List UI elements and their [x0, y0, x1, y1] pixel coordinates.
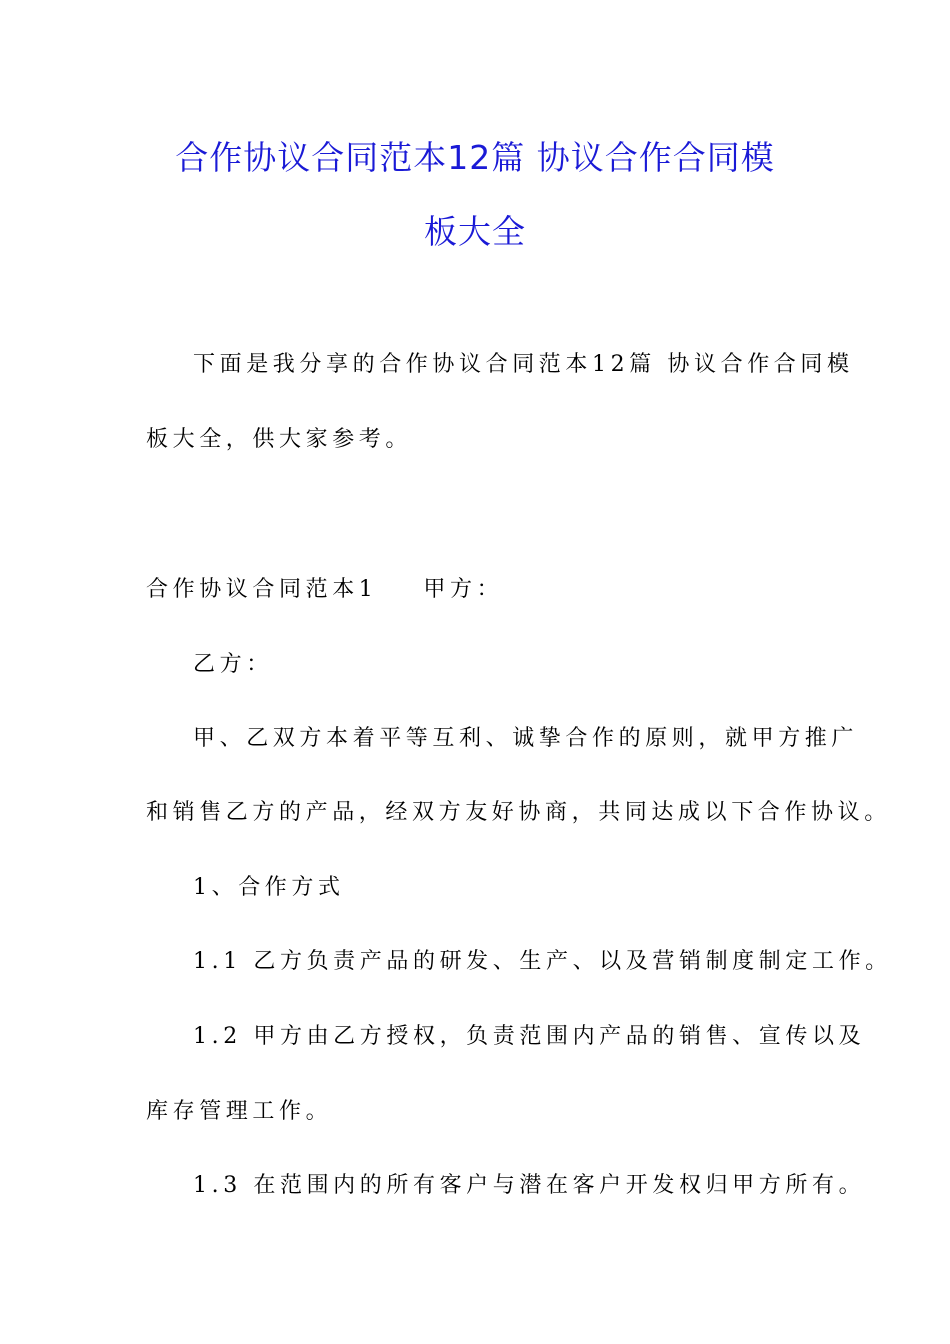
intro-line-2: 板大全，供大家参考。	[146, 427, 413, 452]
intro-line-1: 下面是我分享的合作协议合同范本12篇 协议合作合同模	[193, 352, 854, 377]
clause-1-1: 1.1 乙方负责产品的研发、生产、以及营销制度制定工作。	[193, 949, 892, 974]
document-title-line-1: 合作协议合同范本12篇 协议合作合同模	[175, 138, 775, 177]
party-b-label: 乙方：	[193, 652, 273, 677]
clause-1-heading: 1、合作方式	[193, 875, 345, 900]
clause-1-2-line-1: 1.2 甲方由乙方授权，负责范围内产品的销售、宣传以及	[193, 1024, 866, 1049]
preamble-line-1: 甲、乙双方本着平等互利、诚挚合作的原则，就甲方推广	[193, 726, 859, 751]
section-heading-row	[146, 572, 503, 603]
section-heading: 合作协议合同范本1	[146, 577, 378, 602]
clause-1-2-line-2: 库存管理工作。	[146, 1099, 333, 1124]
document-title-line-2: 板大全	[424, 212, 526, 251]
preamble-line-2: 和销售乙方的产品，经双方友好协商，共同达成以下合作协议。	[146, 800, 891, 825]
party-a-label: 甲方：	[423, 577, 504, 602]
clause-1-3: 1.3 在范围内的所有客户与潜在客户开发权归甲方所有。	[193, 1173, 866, 1198]
